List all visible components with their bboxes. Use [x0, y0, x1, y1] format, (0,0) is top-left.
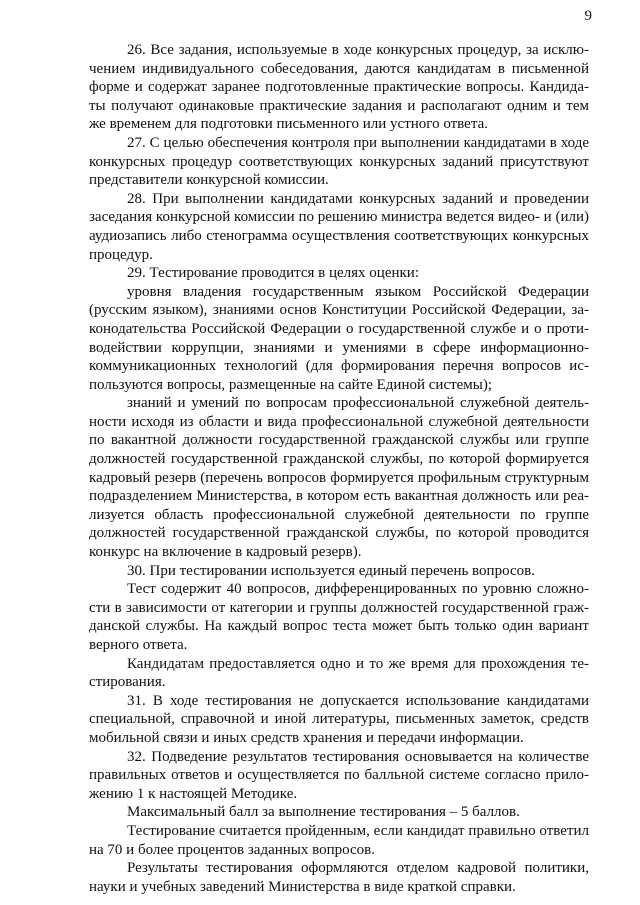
paragraph-item-29: 29. Тестирование проводится в целях оценки:	[127, 265, 419, 282]
paragraph-item-32: 32. Подведение результатов тестирования основывается на количестве правильных ответов и осуществляется по балльной системе согласно приложению 1 к настоящей Методике.	[89, 748, 589, 802]
paragraph-item-28: 28. При выполнении кандидатами конкурсных заданий и проведении заседания конкурсной комиссии по решению министра ведется видео- и (или) аудиозапись либо стенограмма осуществления соответствующих конкурсных процедур.	[89, 190, 589, 263]
paragraph-pass-threshold: Тестирование считается пройденным, если кандидат правильно ответил на 70 и более процентов заданных вопросов.	[89, 822, 589, 858]
paragraph-test-time: Кандидатам предоставляется одно и то же время для прохождения тестирования.	[89, 655, 589, 691]
paragraph-item-29-language: уровня владения государственным языком Российской Федерации (русским языком), знаниями основ Конституции Российской Федерации, законодательства Российской Федерации о государственной службе и о противодействии коррупции, знаниями и умениями в сфере информационно-коммуникационных технологий (для формирования перечня вопросов используются вопросы, размещенные на сайте Единой системы);	[89, 283, 589, 393]
paragraph-results: Результаты тестирования оформляются отделом кадровой политики, науки и учебных заведений Министерства в виде краткой справки.	[89, 860, 589, 895]
paragraph-item-27: 27. С целью обеспечения контроля при выполнении кандидатами в ходе конкурсных процедур соответствующих конкурсных заданий присутствуют представители конкурсной комиссии.	[89, 134, 589, 189]
paragraph-item-30: 30. При тестировании используется единый перечень вопросов.	[127, 562, 535, 579]
paragraph-item-29-professional: знаний и умений по вопросам профессиональной служебной деятельности исходя из области и вида профессиональной служебной деятельности по вакантной должности государственной гражданской службы или группе должностей государственной гражданской службы, по которой формируется кадровый резерв (перечень вопросов формируется профильным структурным подразделением Министерства, в котором есть вакантная должность или реализуется область профессиональной служебной деятельности по группе должностей государственной гражданской службы, по которой проводится конкурс на включение в кадровый резерв).	[89, 395, 589, 561]
paragraph-item-31: 31. В ходе тестирования не допускается использование кандидатами специальной, справочной и иной литературы, письменных заметок, средств мобильной связи и иных средств хранения и передачи информации.	[89, 692, 589, 746]
paragraph-test-content: Тест содержит 40 вопросов, дифференцированных по уровню сложности в зависимости от категории и группы должностей государственной гражданской службы. На каждый вопрос теста может быть только один вариант верного ответа.	[89, 581, 589, 653]
page-number: 9	[584, 8, 592, 24]
document-body	[89, 41, 589, 896]
paragraph-max-score: Максимальный балл за выполнение тестирования – 5 баллов.	[127, 804, 520, 821]
paragraph-item-26: 26. Все задания, используемые в ходе конкурсных процедур, за исключением индивидуального собеседования, даются кандидатам в письменной форме и содержат заранее подготовленные практические вопросы. Кандидаты получают одинаковые практические задания и располагают одним и тем же временем для подготовки письменного или устного ответа.	[89, 42, 589, 133]
